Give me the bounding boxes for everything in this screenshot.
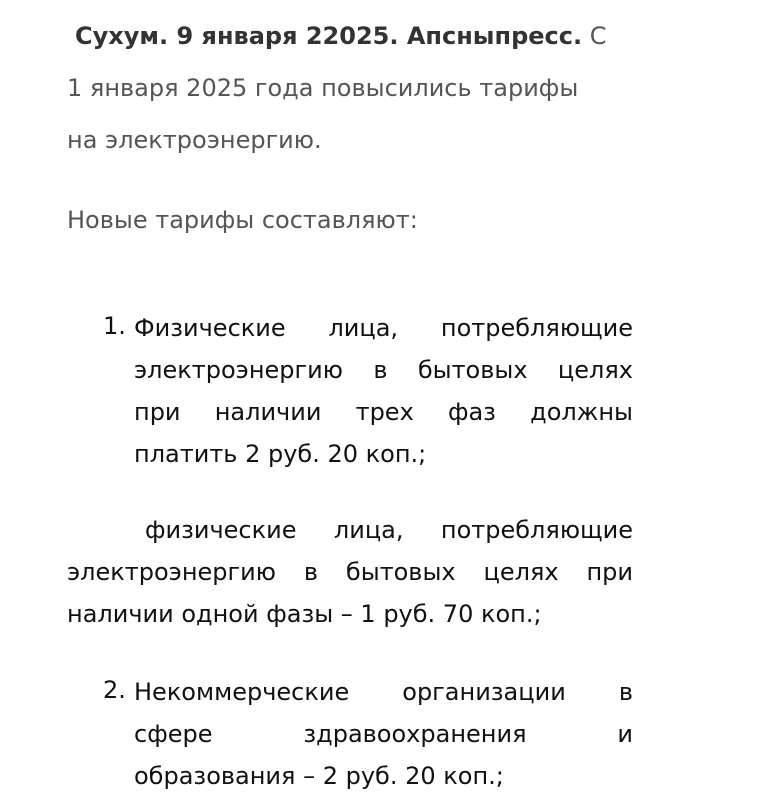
list-item-1-line: Физические лица, потребляющие [134, 314, 633, 342]
list-item-1 [134, 307, 633, 475]
single-phase-line: электроэнергию в бытовых целях при [67, 558, 633, 586]
lead-line-1 [75, 22, 641, 50]
single-phase-line: наличии одной фазы – 1 руб. 70 коп.; [67, 600, 542, 628]
list-item-2 [134, 671, 633, 797]
list-number-2: 2. [103, 676, 126, 704]
list-item-2-line: образования – 2 руб. 20 коп.; [134, 762, 504, 790]
lead-line-2: 1 января 2025 года повысились тарифы [67, 74, 579, 102]
list-item-2-line: сфере здравоохранения и [134, 720, 633, 748]
list-item-1-line: электроэнергию в бытовых целях [134, 356, 633, 384]
single-phase-line: физические лица, потребляющие [145, 516, 633, 544]
single-phase-paragraph [67, 509, 633, 635]
list-item-2-line: Некоммерческие организации в [134, 678, 633, 706]
intro-text: Новые тарифы составляют: [67, 206, 418, 234]
lead-line-1-tail: С [589, 22, 607, 50]
lead-line-3: на электроэнергию. [67, 126, 322, 154]
list-item-1-line: при наличии трех фаз должны [134, 398, 633, 426]
list-number-1: 1. [103, 312, 126, 340]
dateline: Сухум. 9 января 22025. Апсныпресс. [75, 22, 583, 50]
list-item-1-line: платить 2 руб. 20 коп.; [134, 440, 427, 468]
